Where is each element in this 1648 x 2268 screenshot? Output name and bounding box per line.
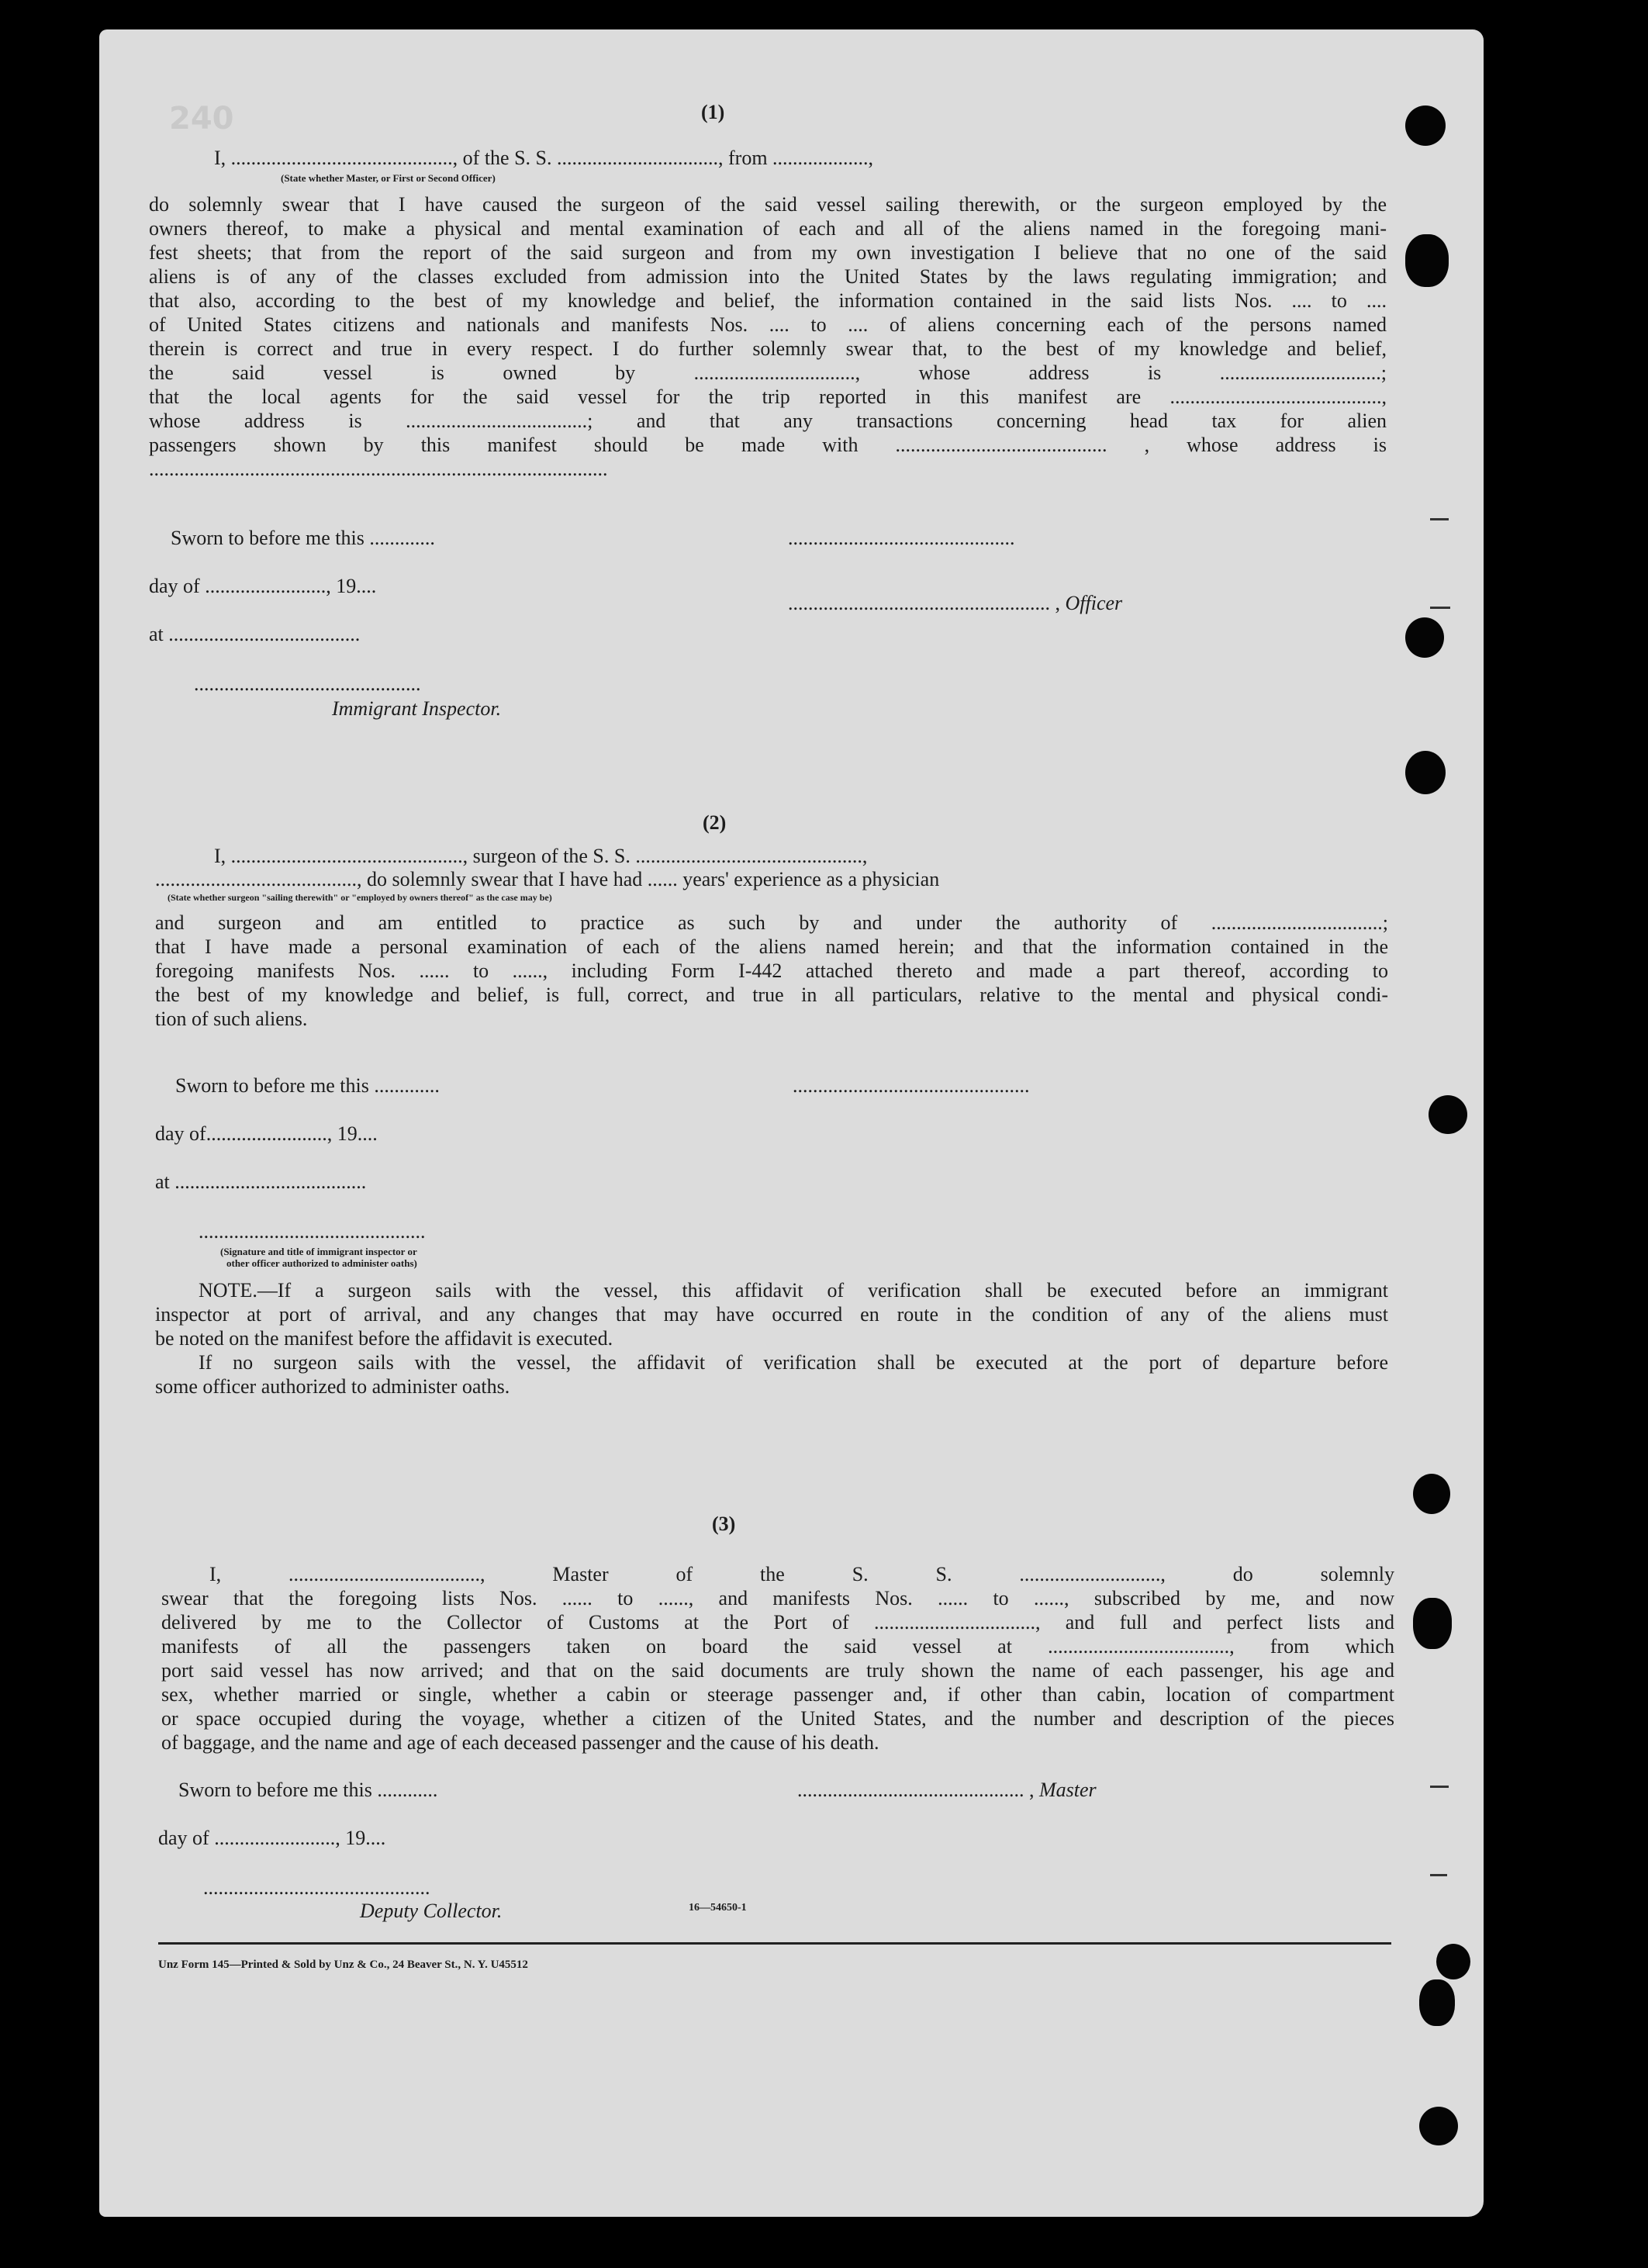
section-1-at-line: at ...................................... — [149, 623, 361, 645]
body-line: that I have made a personal examination of each of the aliens named herein; and that the information contained in the — [155, 935, 1388, 958]
section-1-inspector-label: Immigrant Inspector. — [332, 697, 502, 720]
section-1-body — [149, 192, 1387, 481]
note-line: If no surgeon sails with the vessel, the affidavit of verification shall be executed at the port of departure before — [199, 1351, 1388, 1374]
punch-hole — [1413, 1598, 1452, 1649]
section-1-heading: (1) — [701, 101, 725, 123]
punch-hole — [1405, 105, 1446, 146]
body-line: tion of such aliens. — [155, 1008, 308, 1030]
body-line: the said vessel is owned by ................................, whose address is ................................; — [149, 361, 1387, 384]
section-3-sworn-line: Sworn to before me this ............ — [178, 1779, 438, 1801]
section-2-body — [155, 911, 1388, 1031]
form-code: 16—54650-1 — [689, 1902, 747, 1914]
section-3-body — [161, 1562, 1394, 1755]
section-2-sig-note-2: other officer authorized to administer oaths) — [226, 1257, 417, 1269]
punch-hole — [1405, 751, 1446, 794]
body-line: the best of my knowledge and belief, is full, correct, and true in all particulars, relative to the mental and physical condi- — [155, 984, 1388, 1006]
punch-hole — [1419, 1979, 1455, 2026]
footer-rule — [158, 1942, 1391, 1945]
body-line: delivered by me to the Collector of Customs at the Port of ................................, and full and perfect lists and — [161, 1611, 1394, 1634]
section-2-second-line: ........................................, do solemnly swear that I have had ...... years' experience as a physician — [155, 868, 940, 890]
section-2-heading: (2) — [703, 811, 727, 834]
section-2-opening-line: I, .............................................., surgeon of the S. S. ............................................., — [214, 845, 868, 867]
section-2-day-line: day of........................, 19.... — [155, 1122, 378, 1145]
section-2-surgeon-note: (State whether surgeon "sailing therewith" or "employed by owners thereof" as the case may be) — [168, 892, 552, 903]
body-line: ........................................................................................... — [149, 458, 608, 480]
punch-hole — [1405, 617, 1444, 658]
body-line: fest sheets; that from the report of the said surgeon and from my own investigation I believe that no one of the said — [149, 241, 1387, 264]
footer-imprint: Unz Form 145—Printed & Sold by Unz & Co., 24 Beaver St., N. Y. U45512 — [158, 1959, 528, 1971]
section-1-officer-dots: ............................................. — [788, 527, 1015, 549]
note-line: inspector at port of arrival, and any changes that may have occurred en route in the condition of any of the aliens must — [155, 1303, 1388, 1326]
section-2-at-line: at ...................................... — [155, 1170, 367, 1193]
body-line: therein is correct and true in every respect. I do further solemnly swear that, to the best of my knowledge and belief, — [149, 337, 1387, 360]
body-line: or space occupied during the voyage, whether a citizen of the United States, and the number and description of the pieces — [161, 1707, 1394, 1730]
officer-label: Officer — [1065, 592, 1123, 614]
note-line: some officer authorized to administer oaths. — [155, 1375, 510, 1398]
master-label: Master — [1039, 1779, 1097, 1801]
body-line: of baggage, and the name and age of each deceased passenger and the cause of his death. — [161, 1731, 879, 1754]
section-1-opening-line: I, ............................................, of the S. S. ................................, from ..................., — [214, 147, 874, 169]
section-2-signature-dots: ............................................... — [793, 1074, 1030, 1097]
section-3-day-line: day of ........................, 19.... — [158, 1827, 386, 1849]
section-2-sworn-line: Sworn to before me this ............. — [175, 1074, 440, 1097]
punch-hole — [1429, 1095, 1467, 1134]
body-line: of United States citizens and nationals and manifests Nos. .... to .... of aliens concerning each of the persons named — [149, 313, 1387, 336]
master-dots: ............................................. , — [797, 1779, 1035, 1801]
document-page — [99, 29, 1484, 2217]
body-line: aliens is of any of the classes excluded from admission into the United States by the laws regulating immigration; and — [149, 265, 1387, 288]
body-line: that the local agents for the said vessel for the trip reported in this manifest are .........................................., — [149, 385, 1387, 408]
section-3-collector-dots: ............................................. — [203, 1876, 430, 1899]
section-1-officer-line — [788, 591, 1122, 616]
edge-mark — [1430, 1786, 1449, 1788]
section-1-day-line: day of ........................, 19.... — [149, 575, 377, 597]
section-3-master-line — [797, 1778, 1097, 1803]
body-line: I, ......................................, Master of the S. S. ............................, do solemnly — [209, 1563, 1394, 1585]
note-line: be noted on the manifest before the affidavit is executed. — [155, 1327, 613, 1350]
punch-hole — [1413, 1474, 1450, 1514]
punch-hole — [1436, 1944, 1470, 1979]
body-line: do solemnly swear that I have caused the surgeon of the said vessel sailing therewith, or the surgeon employed by the — [149, 193, 1387, 216]
officer-dots: .................................................... , — [788, 592, 1060, 614]
section-1-officer-note: (State whether Master, or First or Second Officer) — [281, 172, 496, 184]
bleed-through-number: 240 — [169, 101, 234, 137]
punch-hole — [1419, 2107, 1458, 2145]
body-line: passengers shown by this manifest should be made with .......................................... , whose address is — [149, 434, 1387, 456]
edge-mark — [1430, 518, 1449, 520]
section-3-heading: (3) — [712, 1513, 736, 1535]
note-line: NOTE.—If a surgeon sails with the vessel, this affidavit of verification shall be executed before an immigrant — [199, 1279, 1388, 1302]
section-2-sig-note-1: (Signature and title of immigrant inspector or — [220, 1246, 417, 1257]
section-3-collector-label: Deputy Collector. — [360, 1900, 503, 1922]
edge-mark — [1430, 607, 1450, 609]
section-2-inspector-dots: ............................................. — [199, 1220, 426, 1243]
punch-hole — [1405, 234, 1449, 287]
body-line: owners thereof, to make a physical and mental examination of each and all of the aliens named in the foregoing mani- — [149, 217, 1387, 240]
section-1-sworn-line: Sworn to before me this ............. — [171, 527, 435, 549]
section-2-note — [155, 1278, 1388, 1398]
body-line: manifests of all the passengers taken on board the said vessel at ...................................., from which — [161, 1635, 1394, 1658]
body-line: swear that the foregoing lists Nos. ...... to ......, and manifests Nos. ...... to ......, subscribed by me, and now — [161, 1587, 1394, 1609]
edge-mark — [1430, 1874, 1447, 1876]
body-line: and surgeon and am entitled to practice as such by and under the authority of ..................................; — [155, 911, 1388, 934]
body-line: port said vessel has now arrived; and that on the said documents are truly shown the name of each passenger, his age and — [161, 1659, 1394, 1682]
body-line: sex, whether married or single, whether a cabin or steerage passenger and, if other than cabin, location of compartment — [161, 1683, 1394, 1706]
body-line: whose address is ....................................; and that any transactions concerning head tax for alien — [149, 410, 1387, 432]
section-1-inspector-dots: ............................................. — [194, 672, 421, 695]
body-line: that also, according to the best of my knowledge and belief, the information contained in the said lists Nos. .... to .... — [149, 289, 1387, 312]
body-line: foregoing manifests Nos. ...... to ......, including Form I-442 attached thereto and made a part thereof, according to — [155, 959, 1388, 982]
